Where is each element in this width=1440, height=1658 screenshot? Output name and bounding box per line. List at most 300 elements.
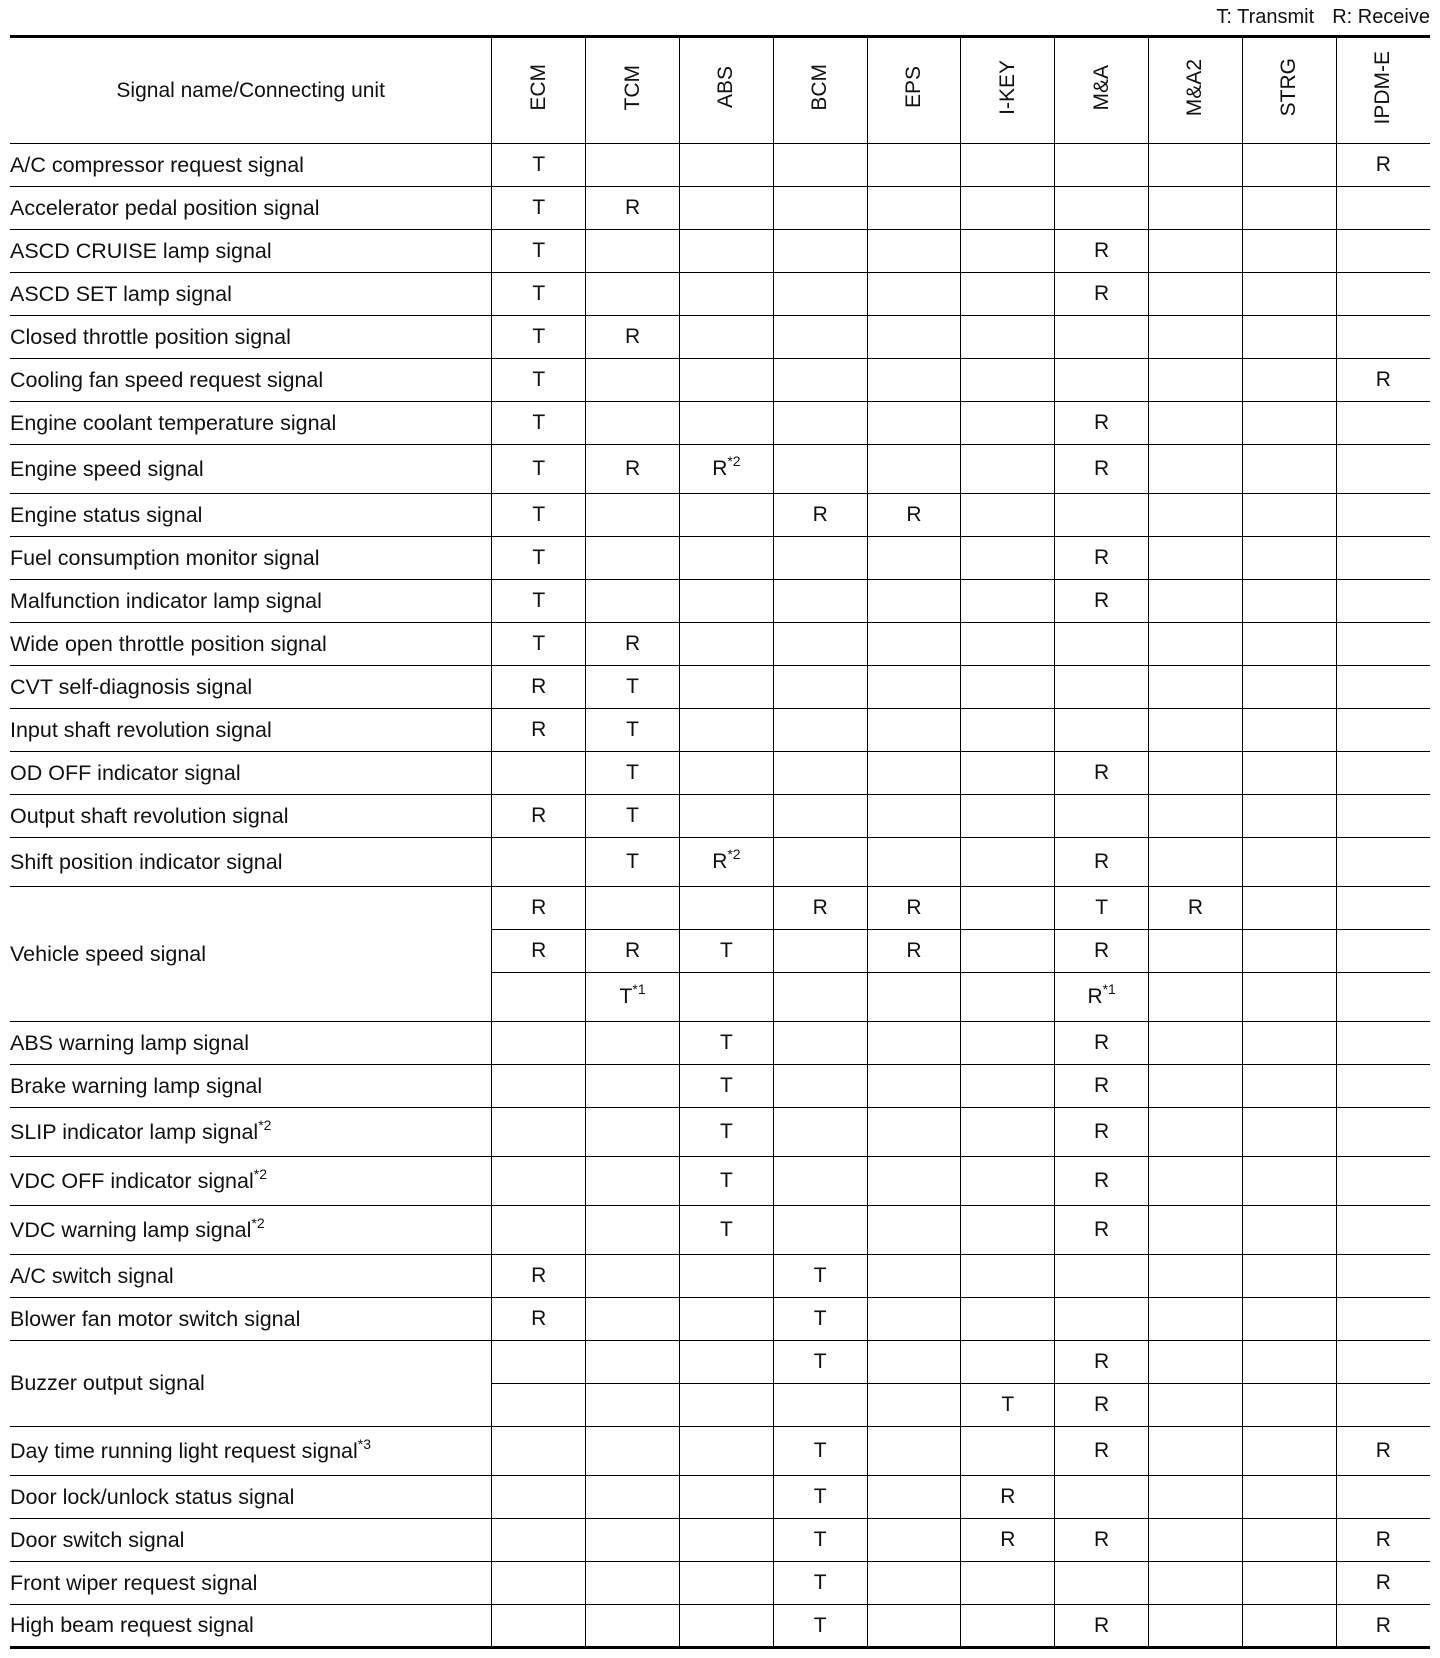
- signal-cell: [773, 230, 867, 273]
- unit-label: TCM: [620, 64, 644, 111]
- unit-label: M&A2: [1183, 58, 1207, 117]
- signal-cell: [867, 580, 961, 623]
- signal-cell: [1336, 930, 1430, 973]
- signal-cell: [679, 494, 773, 537]
- signal-cell: [773, 1384, 867, 1427]
- unit-header: [1149, 37, 1243, 144]
- signal-cell: [492, 445, 586, 494]
- signal-name-cell: [10, 1206, 492, 1255]
- signal-cell: [679, 1206, 773, 1255]
- signal-cell: [1242, 273, 1336, 316]
- cell-value: R: [906, 896, 922, 919]
- signal-cell: [1055, 1065, 1149, 1108]
- cell-value: R: [1375, 153, 1391, 176]
- signal-cell: [773, 795, 867, 838]
- cell-value: R: [624, 939, 641, 962]
- signal-cell: [867, 1384, 961, 1427]
- signal-cell: [1055, 144, 1149, 187]
- signal-cell: [1149, 1157, 1243, 1206]
- signal-cell: [679, 887, 773, 930]
- cell-value: R: [1094, 411, 1110, 434]
- table-row: [10, 1562, 1430, 1605]
- cell-value: R: [1000, 1528, 1016, 1551]
- signal-cell: [1242, 752, 1336, 795]
- signal-cell: [586, 144, 680, 187]
- signal-cell: [1055, 1427, 1149, 1476]
- signal-cell: [586, 1065, 680, 1108]
- signal-cell: [679, 838, 773, 887]
- signal-cell: [492, 930, 586, 973]
- signal-cell: [867, 187, 961, 230]
- signal-cell: [773, 580, 867, 623]
- unit-header: [492, 37, 586, 144]
- table-row: [10, 795, 1430, 838]
- signal-cell: [867, 930, 961, 973]
- table-row: [10, 1341, 1430, 1384]
- signal-cell: [1336, 1427, 1430, 1476]
- cell-value: T: [719, 939, 733, 962]
- cell-value: T: [813, 1307, 827, 1330]
- signal-cell: [1149, 537, 1243, 580]
- signal-cell: [961, 230, 1055, 273]
- signal-cell: [586, 1562, 680, 1605]
- signal-cell: [1242, 580, 1336, 623]
- signal-cell: [586, 1384, 680, 1427]
- table-row: [10, 316, 1430, 359]
- cell-value: T: [532, 546, 546, 569]
- signal-cell: [679, 1065, 773, 1108]
- signal-cell: [1242, 1022, 1336, 1065]
- signal-cell: [1149, 709, 1243, 752]
- signal-name-cell: [10, 887, 492, 1022]
- signal-cell: [679, 402, 773, 445]
- signal-name: SLIP indicator lamp signal: [10, 1119, 259, 1144]
- signal-cell: [1242, 1384, 1336, 1427]
- signal-cell: [1336, 1341, 1430, 1384]
- unit-header: [867, 37, 961, 144]
- cell-value: R: [531, 1264, 547, 1287]
- cell-value: R: [1094, 1613, 1110, 1637]
- signal-cell: [867, 1065, 961, 1108]
- table-row: [10, 144, 1430, 187]
- signal-cell: [492, 1108, 586, 1157]
- signal-cell: [586, 795, 680, 838]
- signal-cell: [1336, 580, 1430, 623]
- signal-cell: [773, 1255, 867, 1298]
- signal-cell: [773, 537, 867, 580]
- signal-cell: [1055, 838, 1149, 887]
- signal-cell: [586, 1519, 680, 1562]
- cell-value: T: [1001, 1393, 1015, 1416]
- signal-cell: [492, 144, 586, 187]
- signal-cell: [867, 494, 961, 537]
- signal-cell: [1149, 316, 1243, 359]
- signal-cell: [867, 144, 961, 187]
- signal-name: Fuel consumption monitor signal: [10, 545, 320, 570]
- signal-cell: [961, 273, 1055, 316]
- signal-cell: [867, 359, 961, 402]
- cell-value: R: [1094, 1031, 1110, 1054]
- signal-cell: [1242, 144, 1336, 187]
- signal-cell: [1055, 1605, 1149, 1648]
- unit-label: BCM: [808, 64, 832, 111]
- signal-cell: [1242, 187, 1336, 230]
- signal-cell: [773, 1022, 867, 1065]
- signal-cell: [867, 1476, 961, 1519]
- cell-value: T: [813, 1264, 827, 1287]
- table-row: [10, 494, 1430, 537]
- signal-cell: [1336, 144, 1430, 187]
- signal-cell: [492, 1157, 586, 1206]
- table-row: [10, 709, 1430, 752]
- cell-value: R: [531, 804, 547, 827]
- unit-header: [679, 37, 773, 144]
- signal-cell: [492, 1605, 586, 1648]
- signal-cell: [586, 1157, 680, 1206]
- signal-cell: [1336, 838, 1430, 887]
- signal-name-cell: [10, 1562, 492, 1605]
- signal-cell: [961, 1022, 1055, 1065]
- footnote-mark: *2: [251, 1214, 265, 1231]
- signal-cell: [1149, 187, 1243, 230]
- signal-cell: [586, 316, 680, 359]
- signal-cell: [961, 402, 1055, 445]
- signal-cell: [867, 402, 961, 445]
- signal-cell: [867, 1427, 961, 1476]
- signal-cell: [773, 930, 867, 973]
- signal-cell: [961, 1157, 1055, 1206]
- cell-value: R: [624, 457, 641, 480]
- signal-cell: [586, 1605, 680, 1648]
- footnote-mark: *2: [727, 453, 741, 469]
- signal-cell: [1055, 973, 1149, 1022]
- signal-cell: [1055, 1108, 1149, 1157]
- signal-name: A/C switch signal: [10, 1263, 174, 1288]
- cell-value: R: [1375, 1439, 1391, 1462]
- signal-cell: [961, 838, 1055, 887]
- signal-cell: [492, 709, 586, 752]
- signal-cell: [1336, 1206, 1430, 1255]
- signal-cell: [679, 1519, 773, 1562]
- signal-cell: [867, 623, 961, 666]
- signal-cell: [867, 973, 961, 1022]
- signal-cell: [1336, 752, 1430, 795]
- signal-cell: [867, 1519, 961, 1562]
- signal-name: Day time running light request signal: [10, 1438, 358, 1463]
- signal-name-cell: [10, 1605, 492, 1648]
- cell-value: R: [1094, 589, 1110, 612]
- signal-cell: [1055, 795, 1149, 838]
- signal-cell: [1336, 1562, 1430, 1605]
- signal-cell: [773, 1206, 867, 1255]
- signal-cell: [1242, 1562, 1336, 1605]
- signal-name-cell: [10, 230, 492, 273]
- cell-value: T: [532, 239, 546, 262]
- signal-cell: [867, 537, 961, 580]
- signal-cell: [961, 187, 1055, 230]
- signal-cell: [1149, 1605, 1243, 1648]
- signal-cell: [1055, 230, 1149, 273]
- signal-cell: [773, 1605, 867, 1648]
- signal-name-cell: [10, 187, 492, 230]
- signal-cell: [1149, 1255, 1243, 1298]
- signal-cell: [1149, 623, 1243, 666]
- table-row: [10, 623, 1430, 666]
- table-row: [10, 1605, 1430, 1648]
- table-row: [10, 187, 1430, 230]
- signal-cell: [492, 1427, 586, 1476]
- signal-cell: [586, 187, 680, 230]
- cell-value: T: [813, 1439, 827, 1462]
- cell-value: T: [719, 1074, 733, 1097]
- signal-cell: [1336, 795, 1430, 838]
- signal-cell: [1055, 666, 1149, 709]
- cell-value: T: [719, 1120, 733, 1143]
- cell-value: R: [1094, 939, 1110, 962]
- cell-value: R: [1187, 896, 1204, 919]
- signal-cell: [1055, 887, 1149, 930]
- table-row: [10, 1108, 1430, 1157]
- signal-cell: [1242, 1108, 1336, 1157]
- table-row: [10, 1157, 1430, 1206]
- cell-value: T: [813, 1613, 827, 1637]
- signal-name: Vehicle speed signal: [10, 941, 207, 966]
- signal-cell: [679, 1298, 773, 1341]
- signal-cell: [961, 1562, 1055, 1605]
- signal-name-cell: [10, 537, 492, 580]
- cell-value: T: [532, 325, 546, 348]
- signal-cell: [1055, 580, 1149, 623]
- signal-name: Cooling fan speed request signal: [10, 367, 324, 392]
- cell-value: R: [1094, 457, 1110, 480]
- signal-cell: [1336, 1476, 1430, 1519]
- table-row: [10, 1476, 1430, 1519]
- signal-cell: [867, 1562, 961, 1605]
- signal-cell: [1336, 537, 1430, 580]
- signal-cell: [1336, 973, 1430, 1022]
- signal-cell: [679, 580, 773, 623]
- signal-cell: [773, 709, 867, 752]
- signal-cell: [1055, 752, 1149, 795]
- signal-name: Brake warning lamp signal: [10, 1073, 263, 1098]
- footnote-mark: *2: [253, 1165, 267, 1182]
- signal-name-cell: [10, 623, 492, 666]
- signal-cell: [492, 1476, 586, 1519]
- signal-name: Input shaft revolution signal: [10, 717, 272, 742]
- signal-cell: [773, 838, 867, 887]
- cell-value: R: [1094, 1120, 1110, 1143]
- signal-cell: [679, 795, 773, 838]
- cell-value: R: [1094, 761, 1110, 784]
- signal-cell: [1055, 1022, 1149, 1065]
- cell-value: T: [532, 411, 546, 434]
- signal-cell: [679, 1255, 773, 1298]
- legend-receive: R: Receive: [1332, 6, 1430, 28]
- signal-cell: [1242, 930, 1336, 973]
- signal-cell: [1242, 402, 1336, 445]
- signal-cell: [492, 1341, 586, 1384]
- signal-cell: [679, 1605, 773, 1648]
- signal-cell: [867, 1298, 961, 1341]
- cell-value: T: [813, 1485, 827, 1508]
- cell-value: T: [626, 718, 639, 741]
- signal-cell: [679, 709, 773, 752]
- cell-value: R: [1094, 1218, 1110, 1241]
- signal-name-cell: [10, 144, 492, 187]
- table-row: [10, 230, 1430, 273]
- signal-cell: [1055, 316, 1149, 359]
- signal-cell: [586, 445, 680, 494]
- signal-cell: [773, 359, 867, 402]
- signal-cell: [586, 537, 680, 580]
- signal-cell: [1242, 445, 1336, 494]
- signal-cell: [1149, 230, 1243, 273]
- signal-cell: [773, 494, 867, 537]
- signal-cell: [961, 445, 1055, 494]
- signal-cell: [773, 1427, 867, 1476]
- signal-cell: [1242, 359, 1336, 402]
- signal-cell: [773, 402, 867, 445]
- signal-cell: [1055, 1255, 1149, 1298]
- signal-cell: [961, 1341, 1055, 1384]
- signal-cell: [1336, 709, 1430, 752]
- signal-cell: [1055, 1476, 1149, 1519]
- table-row: [10, 1022, 1430, 1065]
- signal-cell: [586, 930, 680, 973]
- signal-cell: [586, 1427, 680, 1476]
- signal-cell: [961, 1206, 1055, 1255]
- unit-header: [773, 37, 867, 144]
- signal-cell: [1149, 273, 1243, 316]
- unit-header: [961, 37, 1055, 144]
- signal-cell: [1336, 1605, 1430, 1648]
- signal-cell: [586, 623, 680, 666]
- signal-name: Buzzer output signal: [10, 1371, 205, 1395]
- cell-value: R: [1375, 1528, 1391, 1551]
- signal-cell: [679, 1341, 773, 1384]
- signal-cell: [1242, 795, 1336, 838]
- signal-cell: [586, 709, 680, 752]
- signal-name: A/C compressor request signal: [10, 152, 304, 177]
- signal-cell: [492, 359, 586, 402]
- signal-name: ABS warning lamp signal: [10, 1030, 250, 1055]
- signal-name: Wide open throttle position signal: [10, 631, 327, 656]
- signal-name-cell: [10, 1476, 492, 1519]
- signal-cell: [586, 580, 680, 623]
- signal-cell: [1149, 930, 1243, 973]
- signal-cell: [961, 930, 1055, 973]
- signal-cell: [679, 1427, 773, 1476]
- signal-cell: [1055, 359, 1149, 402]
- signal-cell: [586, 1022, 680, 1065]
- signal-cell: [1242, 623, 1336, 666]
- signal-cell: [867, 273, 961, 316]
- signal-cell: [1149, 1476, 1243, 1519]
- signal-name-cell: [10, 838, 492, 887]
- signal-cell: [1336, 1384, 1430, 1427]
- signal-cell: [1149, 838, 1243, 887]
- signal-cell: [1242, 316, 1336, 359]
- signal-cell: [492, 1298, 586, 1341]
- signal-name-cell: [10, 1065, 492, 1108]
- signal-cell: [586, 1298, 680, 1341]
- signal-cell: [1149, 402, 1243, 445]
- cell-value: T: [619, 985, 633, 1008]
- signal-cell: [1242, 887, 1336, 930]
- signal-name: CVT self-diagnosis signal: [10, 674, 253, 699]
- cell-value: R: [1094, 282, 1110, 305]
- unit-header: [1055, 37, 1149, 144]
- header-row: [10, 37, 1430, 144]
- cell-value: R: [1000, 1485, 1016, 1508]
- signal-cell: [867, 795, 961, 838]
- signal-cell: [492, 537, 586, 580]
- signal-name: Front wiper request signal: [10, 1570, 258, 1595]
- signal-cell: [961, 973, 1055, 1022]
- signal-cell: [773, 1341, 867, 1384]
- signal-cell: [1055, 623, 1149, 666]
- cell-value: T: [626, 675, 639, 698]
- signal-cell: [1242, 230, 1336, 273]
- signal-cell: [1242, 666, 1336, 709]
- signal-name: High beam request signal: [10, 1613, 254, 1637]
- signal-cell: [1055, 537, 1149, 580]
- cell-value: T: [532, 153, 546, 176]
- signal-cell: [1149, 359, 1243, 402]
- legend: [1198, 6, 1430, 29]
- signal-name-cell: [10, 752, 492, 795]
- signal-name: Blower fan motor switch signal: [10, 1306, 301, 1331]
- cell-value: R: [906, 939, 922, 962]
- signal-cell: [1242, 709, 1336, 752]
- signal-name: Accelerator pedal position signal: [10, 195, 320, 220]
- cell-value: R: [531, 896, 547, 919]
- signal-name: VDC warning lamp signal: [10, 1217, 252, 1242]
- cell-value: R: [1094, 1528, 1110, 1551]
- footnote-mark: *3: [357, 1435, 372, 1452]
- cell-value: T: [532, 589, 546, 612]
- unit-label: EPS: [902, 66, 926, 109]
- signal-cell: [961, 1298, 1055, 1341]
- cell-value: R: [1375, 1571, 1391, 1594]
- cell-value: R: [712, 850, 728, 873]
- signal-cell: [679, 623, 773, 666]
- signal-cell: [492, 230, 586, 273]
- unit-label: M&A: [1089, 64, 1113, 111]
- signal-cell: [867, 1206, 961, 1255]
- signal-name-cell: [10, 445, 492, 494]
- signal-cell: [961, 623, 1055, 666]
- signal-name: OD OFF indicator signal: [10, 760, 241, 785]
- table-row: [10, 580, 1430, 623]
- unit-label: ECM: [526, 64, 550, 111]
- signal-cell: [586, 973, 680, 1022]
- table-row: [10, 445, 1430, 494]
- signal-cell: [773, 1562, 867, 1605]
- signal-cell: [1336, 666, 1430, 709]
- signal-cell: [679, 144, 773, 187]
- unit-label: I-KEY: [995, 60, 1019, 115]
- signal-cell: [679, 666, 773, 709]
- signal-name-cell: [10, 1255, 492, 1298]
- signal-cell: [492, 623, 586, 666]
- legend-transmit: T: Transmit: [1216, 6, 1315, 28]
- signal-cell: [492, 1022, 586, 1065]
- signal-cell: [867, 838, 961, 887]
- table-row: [10, 887, 1430, 930]
- signal-cell: [867, 316, 961, 359]
- cell-value: R: [812, 503, 828, 526]
